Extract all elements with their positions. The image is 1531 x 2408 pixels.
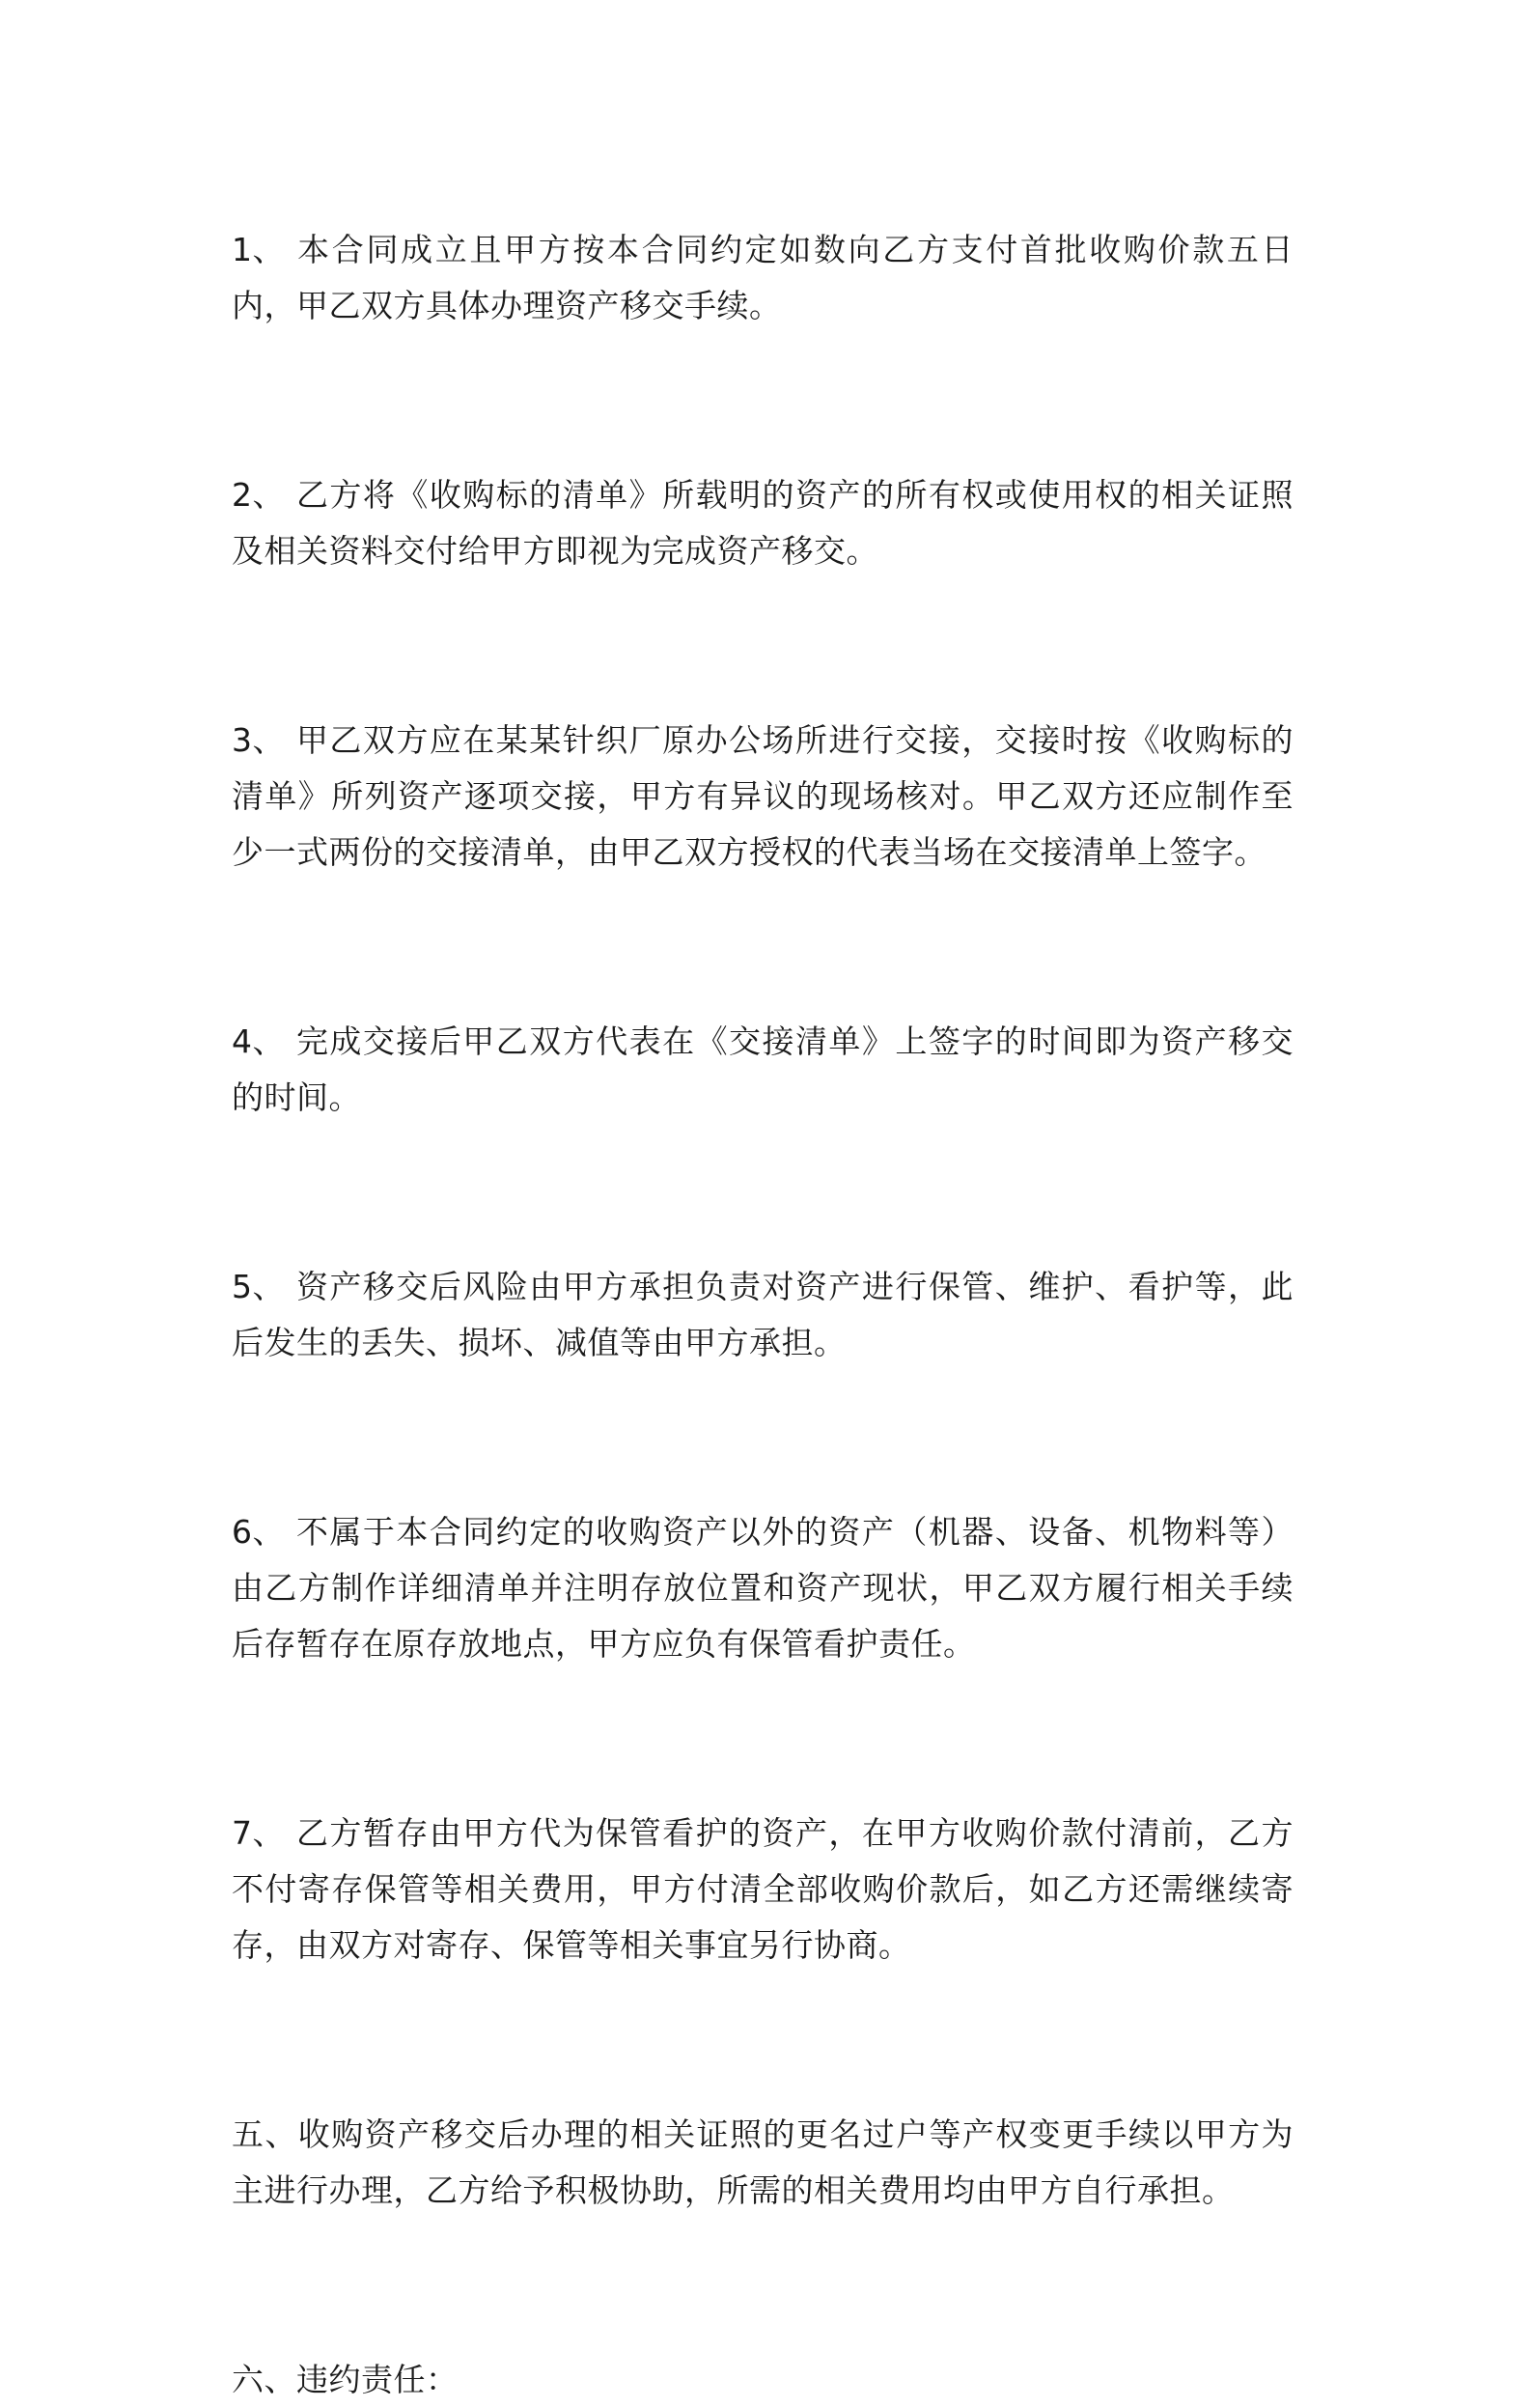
clause-7 (232, 1806, 1294, 1974)
clause-text: 不属于本合同约定的收购资产以外的资产（机器、设备、机物料等）由乙方制作详细清单并注明存放位置和资产现状，甲乙双方履行相关手续后存暂存在原存放地点，甲方应负有保管看护责任。 (232, 1513, 1294, 1663)
section-five: 五、收购资产移交后办理的相关证照的更名过户等产权变更手续以甲方为主进行办理，乙方给予积极协助，所需的相关费用均由甲方自行承担。 (232, 2115, 1294, 2209)
section-six-heading: 六、违约责任： (232, 2361, 459, 2398)
clause-4 (232, 1014, 1294, 1126)
clause-number: 6、 (232, 1513, 285, 1551)
clause-text: 本合同成立且甲方按本合同约定如数向乙方支付首批收购价款五日内，甲乙双方具体办理资产移交手续。 (232, 231, 1294, 324)
clause-text: 乙方将《收购标的清单》所载明的资产的所有权或使用权的相关证照及相关资料交付给甲方即视为完成资产移交。 (232, 476, 1294, 570)
clause-number: 4、 (232, 1022, 285, 1060)
clause-text: 甲乙双方应在某某针织厂原办公场所进行交接，交接时按《收购标的清单》所列资产逐项交接，甲方有异议的现场核对。甲乙双方还应制作至少一式两份的交接清单，由甲乙双方授权的代表当场在交接清单上签字。 (232, 721, 1294, 871)
clause-text: 乙方暂存由甲方代为保管看护的资产，在甲方收购价款付清前，乙方不付寄存保管等相关费用，甲方付清全部收购价款后，如乙方还需继续寄存，由双方对寄存、保管等相关事宜另行协商。 (232, 1814, 1294, 1964)
clause-number: 7、 (232, 1814, 285, 1852)
clause-number: 3、 (232, 721, 285, 759)
clause-3 (232, 713, 1294, 881)
clause-number: 5、 (232, 1268, 285, 1305)
clause-number: 1、 (232, 231, 285, 268)
clause-6 (232, 1504, 1294, 1672)
document-content (232, 222, 1294, 2408)
clause-text: 资产移交后风险由甲方承担负责对资产进行保管、维护、看护等，此后发生的丢失、损坏、减值等由甲方承担。 (232, 1268, 1294, 1361)
clause-5 (232, 1259, 1294, 1371)
clause-1 (232, 222, 1294, 334)
clause-number: 2、 (232, 476, 285, 514)
clause-2 (232, 467, 1294, 579)
clause-text: 完成交接后甲乙双方代表在《交接清单》上签字的时间即为资产移交的时间。 (232, 1022, 1294, 1116)
